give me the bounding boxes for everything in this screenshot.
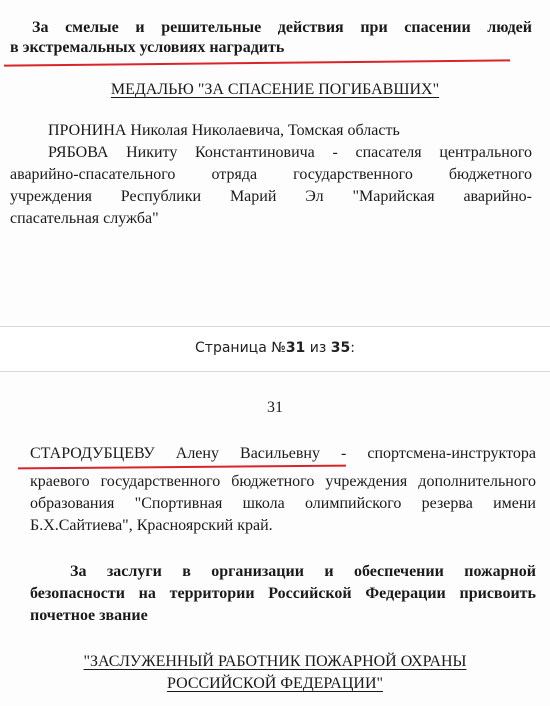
document-page-top bbox=[0, 0, 550, 326]
page-counter-prefix: Страница № bbox=[195, 340, 286, 356]
page-separator bbox=[0, 326, 550, 372]
entry-ryabov-line-4: спасательная служба" bbox=[10, 210, 159, 227]
entry-pronin: ПРОНИНА Николая Николаевича, Томская область bbox=[48, 122, 400, 139]
honorary-title-line-1: "ЗАСЛУЖЕННЫЙ РАБОТНИК ПОЖАРНОЙ ОХРАНЫ bbox=[83, 653, 467, 670]
merit-line-3: почетное звание bbox=[30, 607, 148, 624]
entry-starodubtseva-line-4: Б.Х.Сайтиева", Красноярский край. bbox=[30, 517, 273, 534]
entry-ryabov-line-1: РЯБОВА Никиту Константиновича - спасателя центрального bbox=[48, 144, 532, 161]
honorary-title-line-2: РОССИЙСКОЙ ФЕДЕРАЦИИ" bbox=[166, 675, 384, 692]
page-counter-total: 35 bbox=[330, 340, 351, 356]
medal-title: МЕДАЛЬЮ "ЗА СПАСЕНИЕ ПОГИБАВШИХ" bbox=[110, 81, 440, 98]
entry-starodubtseva-line-3: образования "Спортивная школа олимпийского резерва имени bbox=[30, 495, 536, 512]
entry-starodubtseva-line-1: СТАРОДУБЦЕВУ Алену Васильевну - спортсмена-инструктора bbox=[30, 445, 536, 462]
merit-line-1: За заслуги в организации и обеспечении пожарной bbox=[70, 563, 536, 580]
page-counter bbox=[0, 340, 550, 356]
award-intro-line-1: За смелые и решительные действия при спасении людей bbox=[32, 19, 532, 36]
award-intro-line-2: в экстремальных условиях наградить bbox=[10, 39, 285, 56]
page-number: 31 bbox=[267, 399, 283, 416]
page-counter-suffix: : bbox=[350, 340, 355, 356]
merit-line-2: безопасности на территории Российской Федерации присвоить bbox=[30, 585, 536, 602]
page-counter-middle: из bbox=[305, 340, 331, 356]
entry-ryabov-line-2: аварийно-спасательного отряда государственного бюджетного bbox=[10, 166, 532, 183]
red-underline-annotation bbox=[4, 59, 510, 66]
red-underline-annotation-2 bbox=[18, 465, 346, 470]
document-page-bottom bbox=[0, 372, 550, 706]
page-counter-current: 31 bbox=[285, 340, 306, 356]
entry-starodubtseva-line-2: краевого государственного бюджетного учреждения дополнительного bbox=[30, 473, 536, 490]
entry-ryabov-line-3: учреждения Республики Марий Эл "Марийская аварийно- bbox=[10, 188, 532, 205]
